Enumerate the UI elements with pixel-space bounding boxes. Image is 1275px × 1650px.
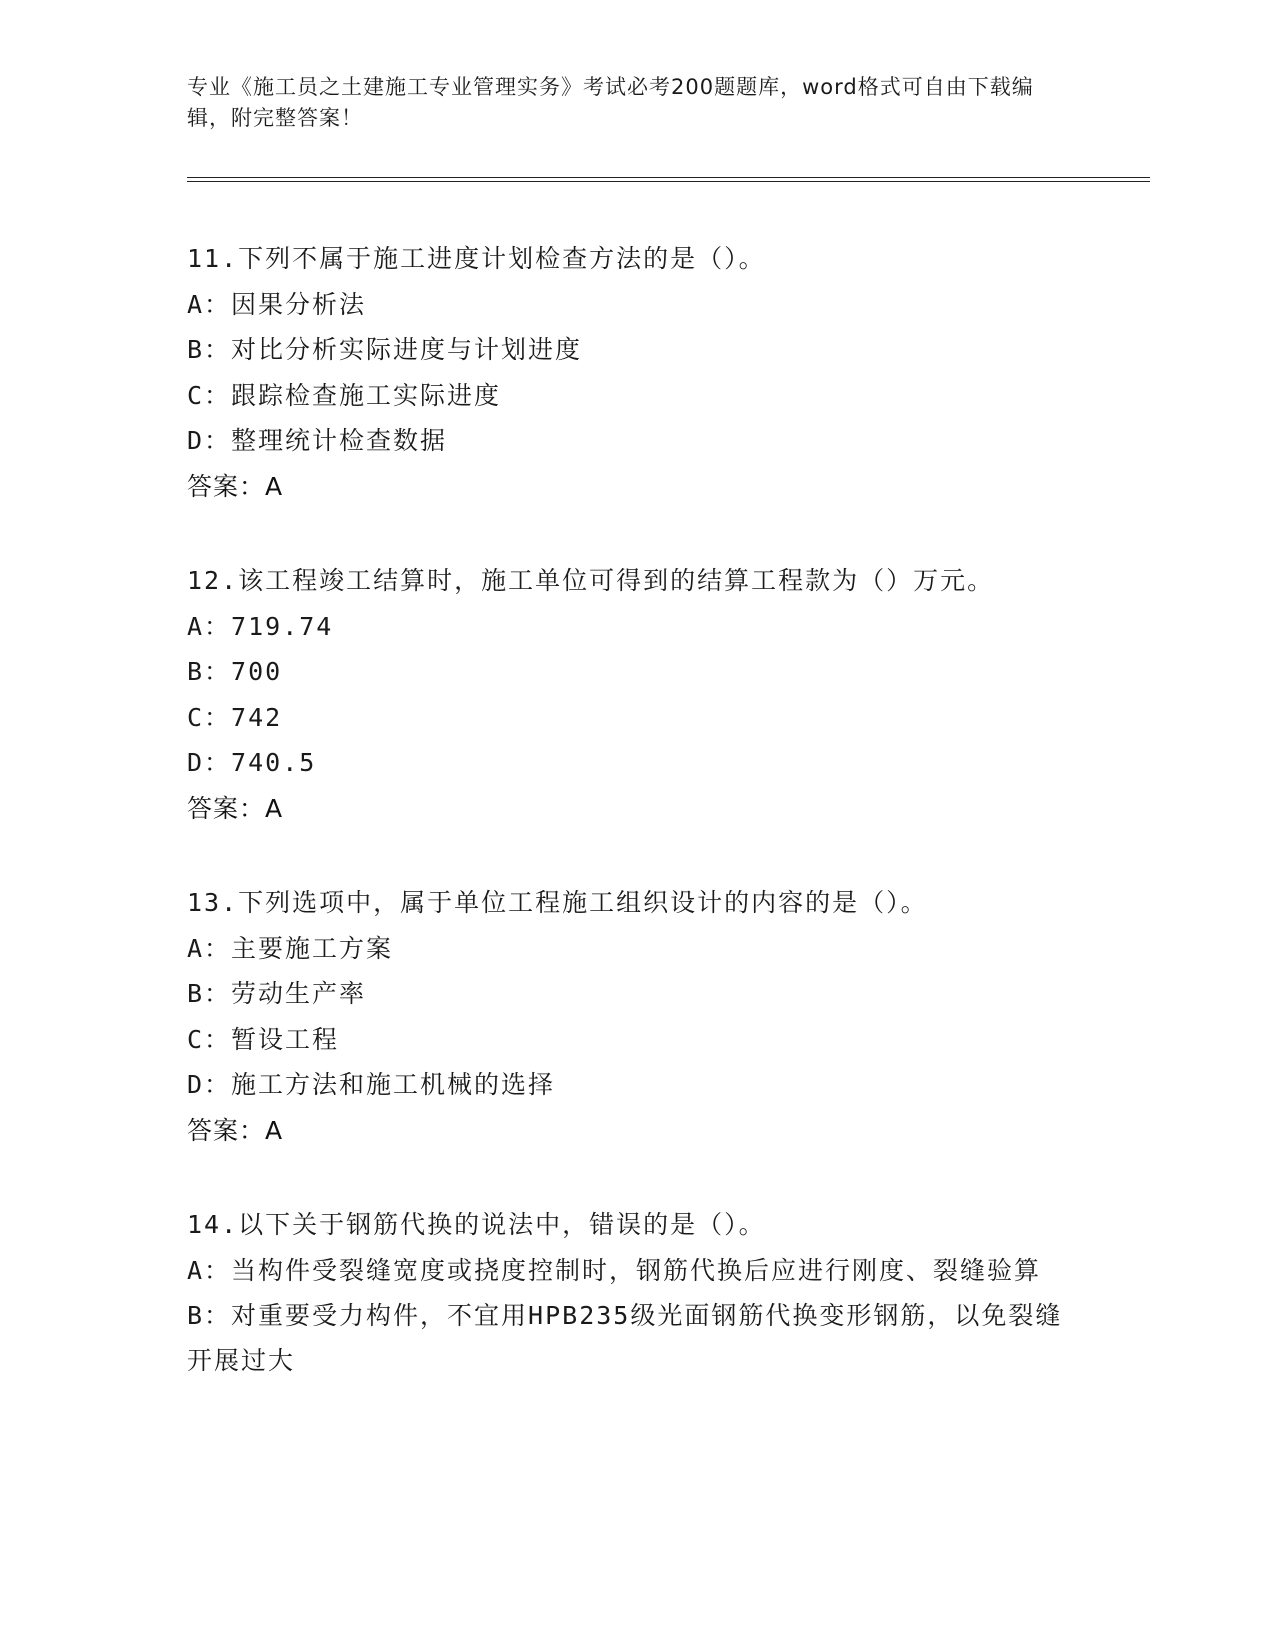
option-a: A：主要施工方案 xyxy=(187,933,394,963)
answer-line: 答案：A xyxy=(187,793,284,823)
question-stem: 11.下列不属于施工进度计划检查方法的是（）。 xyxy=(187,244,766,273)
question-12 xyxy=(187,558,1087,831)
question-stem: 13.下列选项中，属于单位工程施工组织设计的内容的是（）。 xyxy=(187,888,928,917)
option-a: A：因果分析法 xyxy=(187,289,367,319)
option-c: C：跟踪检查施工实际进度 xyxy=(187,380,502,410)
question-11 xyxy=(187,236,1087,509)
question-list xyxy=(187,236,1087,1432)
option-c: C：742 xyxy=(187,702,283,732)
option-d: D：施工方法和施工机械的选择 xyxy=(187,1070,556,1099)
question-14 xyxy=(187,1202,1087,1383)
option-b: B：劳动生产率 xyxy=(187,979,367,1008)
option-b: B：对比分析实际进度与计划进度 xyxy=(187,335,583,364)
question-stem: 14.以下关于钢筋代换的说法中，错误的是（）。 xyxy=(187,1210,766,1239)
option-d: D：740.5 xyxy=(187,748,317,777)
question-stem: 12.该工程竣工结算时，施工单位可得到的结算工程款为（）万元。 xyxy=(187,566,995,595)
option-a: A：当构件受裂缝宽度或挠度控制时，钢筋代换后应进行刚度、裂缝验算 xyxy=(187,1255,1042,1285)
header-divider xyxy=(187,177,1150,182)
option-a: A：719.74 xyxy=(187,611,334,641)
option-b: B：700 xyxy=(187,657,283,686)
option-c: C：暂设工程 xyxy=(187,1024,340,1054)
option-d: D：整理统计检查数据 xyxy=(187,426,448,455)
option-b: B：对重要受力构件，不宜用HPB235级光面钢筋代换变形钢筋，以免裂缝开展过大 xyxy=(187,1300,1063,1375)
document-header: 专业《施工员之土建施工专业管理实务》考试必考200题题库，word格式可自由下载编辑，附完整答案！ xyxy=(187,75,1034,130)
answer-line: 答案：A xyxy=(187,1115,284,1145)
question-13 xyxy=(187,880,1087,1153)
answer-line: 答案：A xyxy=(187,471,284,501)
